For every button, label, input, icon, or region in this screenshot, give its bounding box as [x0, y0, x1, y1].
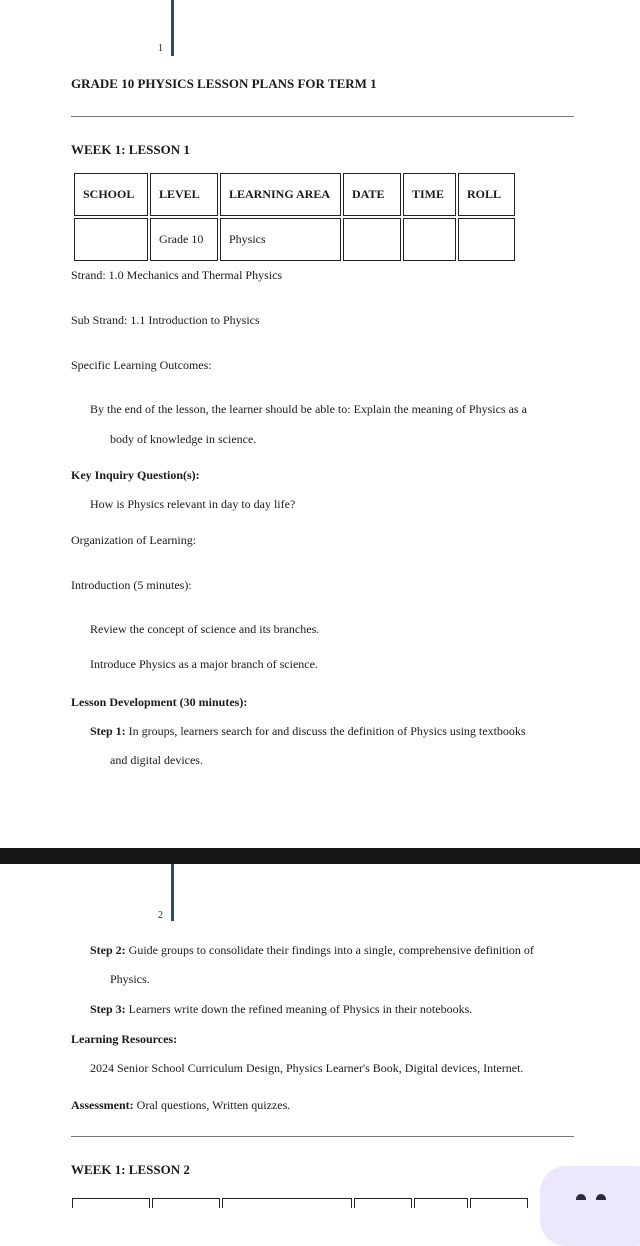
learning-resources-label: Learning Resources: [71, 1032, 178, 1046]
step-1-line-1 [90, 724, 526, 739]
assessment-text: Oral questions, Written quizzes. [133, 1098, 291, 1112]
week-heading: WEEK 1: LESSON 2 [71, 1162, 190, 1177]
slo-text-line-1: By the end of the lesson, the learner should be able to: Explain the meaning of Physics as a [90, 402, 527, 416]
step-3-line [90, 1002, 472, 1017]
assessment-line [71, 1098, 290, 1113]
kiq-text: How is Physics relevant in day to day life? [90, 497, 296, 511]
page-marker-bar [171, 864, 174, 921]
document-title: GRADE 10 PHYSICS LESSON PLANS FOR TERM 1 [71, 76, 377, 91]
lesson-2-table-top [72, 1198, 528, 1208]
step-1-line-2: and digital devices. [110, 753, 203, 767]
slo-text-line-2: body of knowledge in science. [110, 432, 257, 446]
step-2-label: Step 2: [90, 943, 126, 957]
slo-label: Specific Learning Outcomes: [71, 358, 212, 372]
organization-label: Organization of Learning: [71, 533, 197, 547]
floating-action-button[interactable] [540, 1166, 640, 1246]
table-cell [343, 218, 401, 261]
strand-text: Strand: 1.0 Mechanics and Thermal Physics [71, 268, 283, 282]
page-marker-bar [171, 0, 174, 56]
table-header-cell: LEVEL [150, 173, 218, 216]
table-cell: Physics [220, 218, 341, 261]
introduction-item: Review the concept of science and its branches. [90, 622, 320, 636]
fab-icon [596, 1194, 606, 1200]
table-cell [222, 1198, 352, 1208]
step-3-text: Learners write down the refined meaning of Physics in their notebooks. [125, 1002, 473, 1016]
lesson-development-label: Lesson Development (30 minutes): [71, 695, 248, 709]
page-number: 1 [158, 43, 163, 54]
step-2-text: Guide groups to consolidate their findings into a single, comprehensive definition of [125, 943, 534, 957]
lesson-info-table [72, 171, 517, 263]
table-cell: Grade 10 [150, 218, 218, 261]
step-2-line-1 [90, 943, 534, 958]
table-row [74, 218, 515, 261]
table-cell [72, 1198, 150, 1208]
table-cell [403, 218, 456, 261]
table-header-cell: SCHOOL [74, 173, 148, 216]
document-page-2 [0, 864, 640, 1208]
section-divider [71, 116, 574, 117]
page-number: 2 [158, 910, 163, 921]
table-cell [458, 218, 515, 261]
table-cell [414, 1198, 468, 1208]
section-divider [71, 1136, 574, 1137]
learning-resources-text: 2024 Senior School Curriculum Design, Physics Learner's Book, Digital devices, Internet. [90, 1061, 524, 1075]
table-header-row [74, 173, 515, 216]
table-header-cell: ROLL [458, 173, 515, 216]
introduction-item: Introduce Physics as a major branch of science. [90, 657, 318, 671]
table-cell [74, 218, 148, 261]
table-cell [152, 1198, 220, 1208]
kiq-label: Key Inquiry Question(s): [71, 468, 200, 482]
table-header-cell: TIME [403, 173, 456, 216]
step-1-text: In groups, learners search for and discuss the definition of Physics using textbooks [125, 724, 526, 738]
table-cell [354, 1198, 412, 1208]
fab-icon [576, 1194, 586, 1200]
step-1-label: Step 1: [90, 724, 126, 738]
table-header-cell: LEARNING AREA [220, 173, 341, 216]
step-2-line-2: Physics. [110, 972, 150, 986]
table-cell [470, 1198, 528, 1208]
introduction-label: Introduction (5 minutes): [71, 578, 192, 592]
sub-strand-text: Sub Strand: 1.1 Introduction to Physics [71, 313, 260, 327]
page-separator [0, 848, 640, 864]
step-3-label: Step 3: [90, 1002, 126, 1016]
table-header-cell: DATE [343, 173, 401, 216]
week-heading: WEEK 1: LESSON 1 [71, 142, 190, 157]
assessment-label: Assessment: [71, 1098, 134, 1112]
